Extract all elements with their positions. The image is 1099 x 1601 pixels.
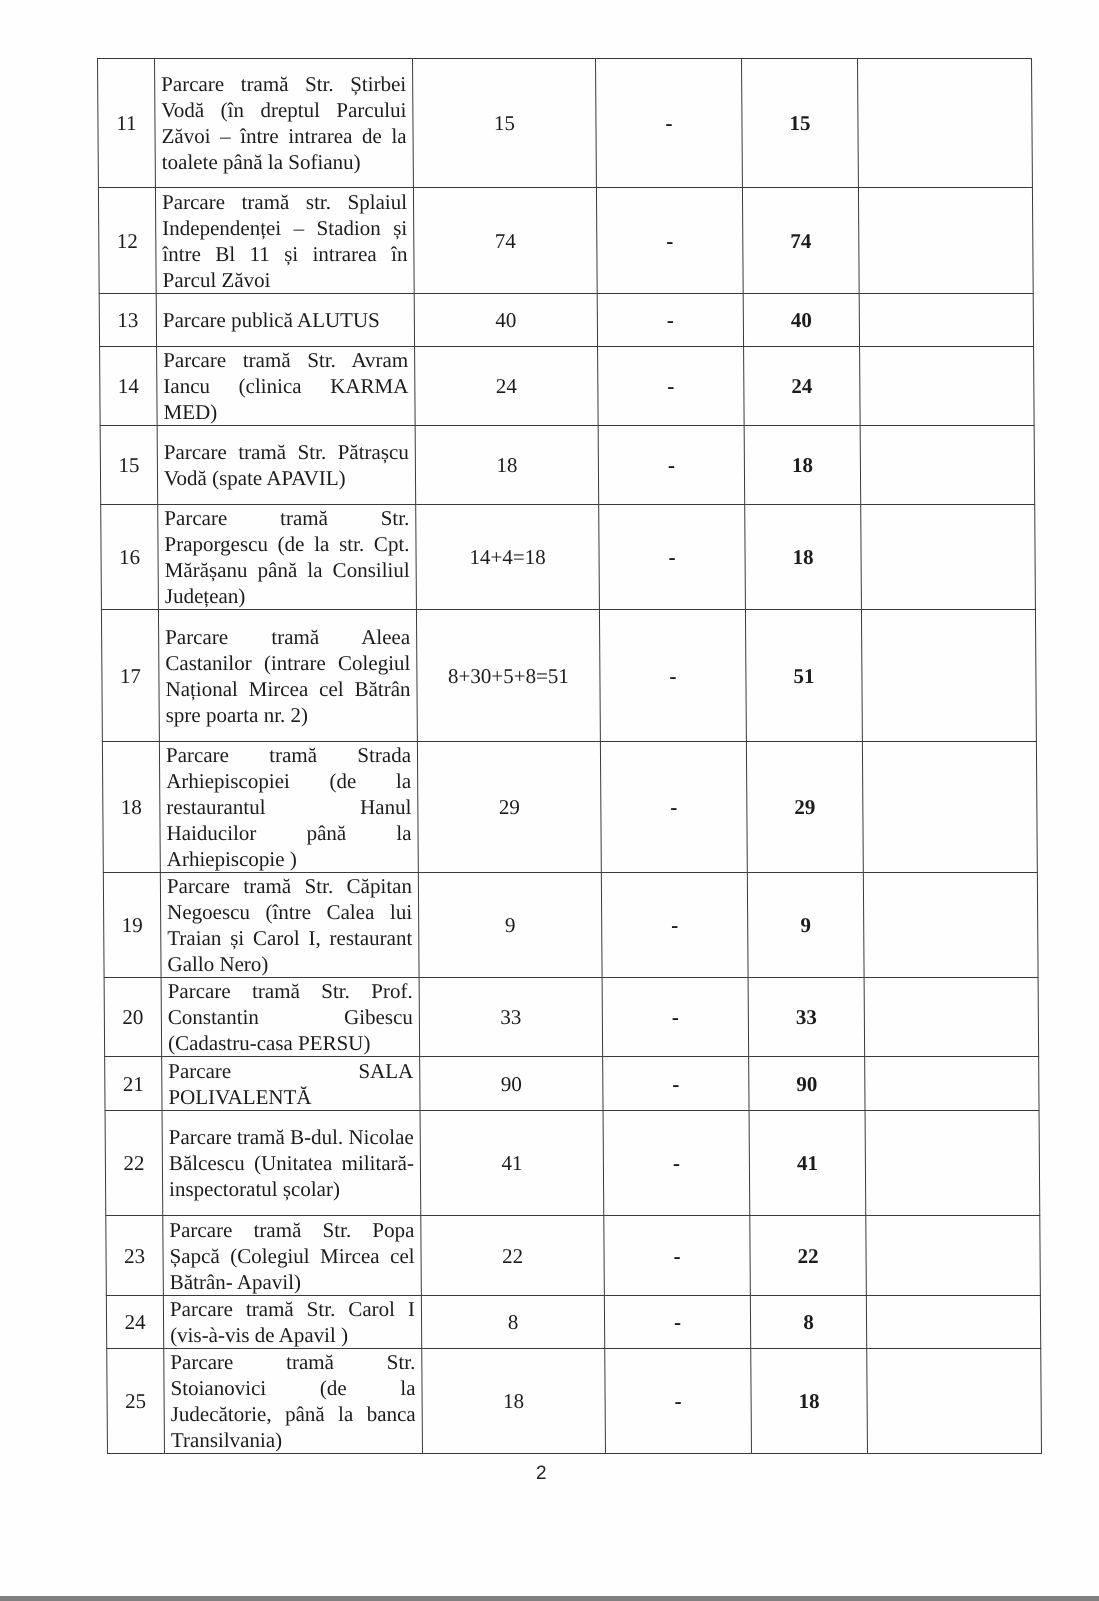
row-number: 24 (106, 1296, 163, 1349)
places-count: 40 (414, 294, 597, 347)
places-count: 18 (415, 426, 599, 505)
other-places: - (605, 1349, 752, 1454)
table-row (106, 1296, 1040, 1349)
table-row (101, 610, 1036, 742)
location-description: Parcare tramă Str. Avram Iancu (clinica KARMA MED) (157, 347, 416, 426)
location-description: Parcare publică ALUTUS (156, 294, 414, 347)
other-places: - (596, 188, 743, 294)
row-number: 17 (101, 610, 159, 742)
row-number: 12 (98, 188, 156, 294)
observations-cell (861, 505, 1036, 610)
places-count: 8+30+5+8=51 (416, 610, 600, 742)
total-places: 22 (750, 1216, 867, 1296)
table-row (98, 59, 1033, 188)
row-number: 18 (102, 742, 160, 873)
table-row (99, 294, 1033, 347)
places-count: 22 (421, 1216, 605, 1296)
total-places: 74 (742, 188, 859, 294)
other-places: - (604, 1216, 751, 1296)
total-places: 33 (748, 978, 865, 1057)
table-row (105, 1111, 1040, 1216)
table-row (100, 347, 1035, 426)
location-description: Parcare tramă Str. Pătrașcu Vodă (spate APAVIL) (157, 426, 416, 505)
total-places: 51 (745, 610, 862, 742)
location-description: Parcare tramă Str. Căpitan Negoescu (între Calea lui Traian și Carol I, restaurant Gallo Nero) (160, 873, 419, 978)
parking-table-wrapper (97, 58, 1042, 1454)
location-description: Parcare tramă Str. Praporgescu (de la str. Cpt. Mărășanu până la Consiliul Județean) (158, 505, 417, 610)
places-count: 18 (422, 1349, 606, 1454)
total-places: 18 (751, 1349, 868, 1454)
table-row (104, 978, 1039, 1057)
total-places: 8 (750, 1296, 866, 1349)
other-places: - (601, 873, 748, 978)
other-places: - (600, 742, 747, 873)
observations-cell (866, 1296, 1040, 1349)
other-places: - (604, 1296, 750, 1349)
table-row (103, 873, 1038, 978)
places-count: 29 (417, 742, 601, 873)
places-count: 8 (421, 1296, 604, 1349)
parking-table (97, 58, 1042, 1454)
row-number: 15 (100, 426, 158, 505)
total-places: 29 (746, 742, 863, 873)
other-places: - (596, 59, 743, 188)
viewer-bottom-bar (0, 1596, 1099, 1601)
other-places: - (598, 426, 745, 505)
observations-cell (860, 347, 1035, 426)
other-places: - (602, 978, 749, 1057)
observations-cell (866, 1216, 1041, 1296)
location-description: Parcare tramă Str. Prof. Constantin Gibescu (Cadastru-casa PERSU) (161, 978, 420, 1057)
other-places: - (603, 1111, 750, 1216)
row-number: 19 (103, 873, 161, 978)
other-places: - (599, 505, 746, 610)
observations-cell (859, 294, 1033, 347)
places-count: 90 (420, 1057, 603, 1111)
location-description: Parcare tramă Str. Popa Șapcă (Colegiul Mircea cel Bătrân- Apavil) (163, 1216, 422, 1296)
total-places: 9 (747, 873, 864, 978)
table-row (101, 505, 1036, 610)
places-count: 14+4=18 (416, 505, 600, 610)
table-row (102, 742, 1037, 873)
table-row (98, 188, 1033, 294)
observations-cell (861, 610, 1036, 742)
row-number: 14 (100, 347, 158, 426)
total-places: 24 (744, 347, 861, 426)
row-number: 23 (106, 1216, 164, 1296)
row-number: 16 (101, 505, 159, 610)
parking-table-body (98, 59, 1042, 1454)
places-count: 33 (419, 978, 603, 1057)
row-number: 21 (105, 1057, 162, 1111)
observations-cell (858, 59, 1033, 188)
table-row (106, 1216, 1041, 1296)
other-places: - (603, 1057, 749, 1111)
observations-cell (862, 742, 1037, 873)
table-row (105, 1057, 1039, 1111)
row-number: 22 (105, 1111, 163, 1216)
location-description: Parcare tramă Aleea Castanilor (intrare Colegiul Național Mircea cel Bătrân spre poarta nr. 2) (158, 610, 417, 742)
observations-cell (863, 873, 1038, 978)
total-places: 40 (743, 294, 859, 347)
places-count: 15 (413, 59, 597, 188)
places-count: 24 (415, 347, 599, 426)
location-description: Parcare tramă Strada Arhiepiscopiei (de la restaurantul Hanul Haiducilor până la Arhiepiscopie ) (159, 742, 418, 873)
places-count: 41 (420, 1111, 604, 1216)
row-number: 13 (99, 294, 156, 347)
places-count: 9 (418, 873, 602, 978)
other-places: - (599, 610, 746, 742)
row-number: 20 (104, 978, 162, 1057)
observations-cell (865, 1111, 1040, 1216)
observations-cell (858, 188, 1033, 294)
observations-cell (864, 978, 1039, 1057)
row-number: 25 (107, 1349, 165, 1454)
total-places: 18 (744, 426, 861, 505)
total-places: 41 (749, 1111, 866, 1216)
location-description: Parcare tramă Str. Știrbei Vodă (în dreptul Parcului Zăvoi – între intrarea de la toalete până la Sofianu) (155, 59, 414, 188)
location-description: Parcare tramă Str. Stoianovici (de la Judecătorie, până la banca Transilvania) (164, 1349, 423, 1454)
places-count: 74 (413, 188, 597, 294)
observations-cell (865, 1057, 1039, 1111)
total-places: 18 (745, 505, 862, 610)
total-places: 90 (749, 1057, 865, 1111)
table-row (107, 1349, 1042, 1454)
location-description: Parcare tramă B-dul. Nicolae Bălcescu (Unitatea militară-inspectoratul școlar) (162, 1111, 421, 1216)
table-row (100, 426, 1035, 505)
other-places: - (597, 294, 743, 347)
location-description: Parcare tramă Str. Carol I (vis-à-vis de Apavil ) (163, 1296, 421, 1349)
other-places: - (598, 347, 745, 426)
page-number: 2 (536, 1463, 547, 1484)
total-places: 15 (742, 59, 859, 188)
location-description: Parcare SALA POLIVALENTĂ (162, 1057, 420, 1111)
location-description: Parcare tramă str. Splaiul Independenței – Stadion și între Bl 11 și intrarea în Parcul Zăvoi (155, 188, 414, 294)
observations-cell (867, 1349, 1042, 1454)
row-number: 11 (98, 59, 156, 188)
observations-cell (860, 426, 1035, 505)
